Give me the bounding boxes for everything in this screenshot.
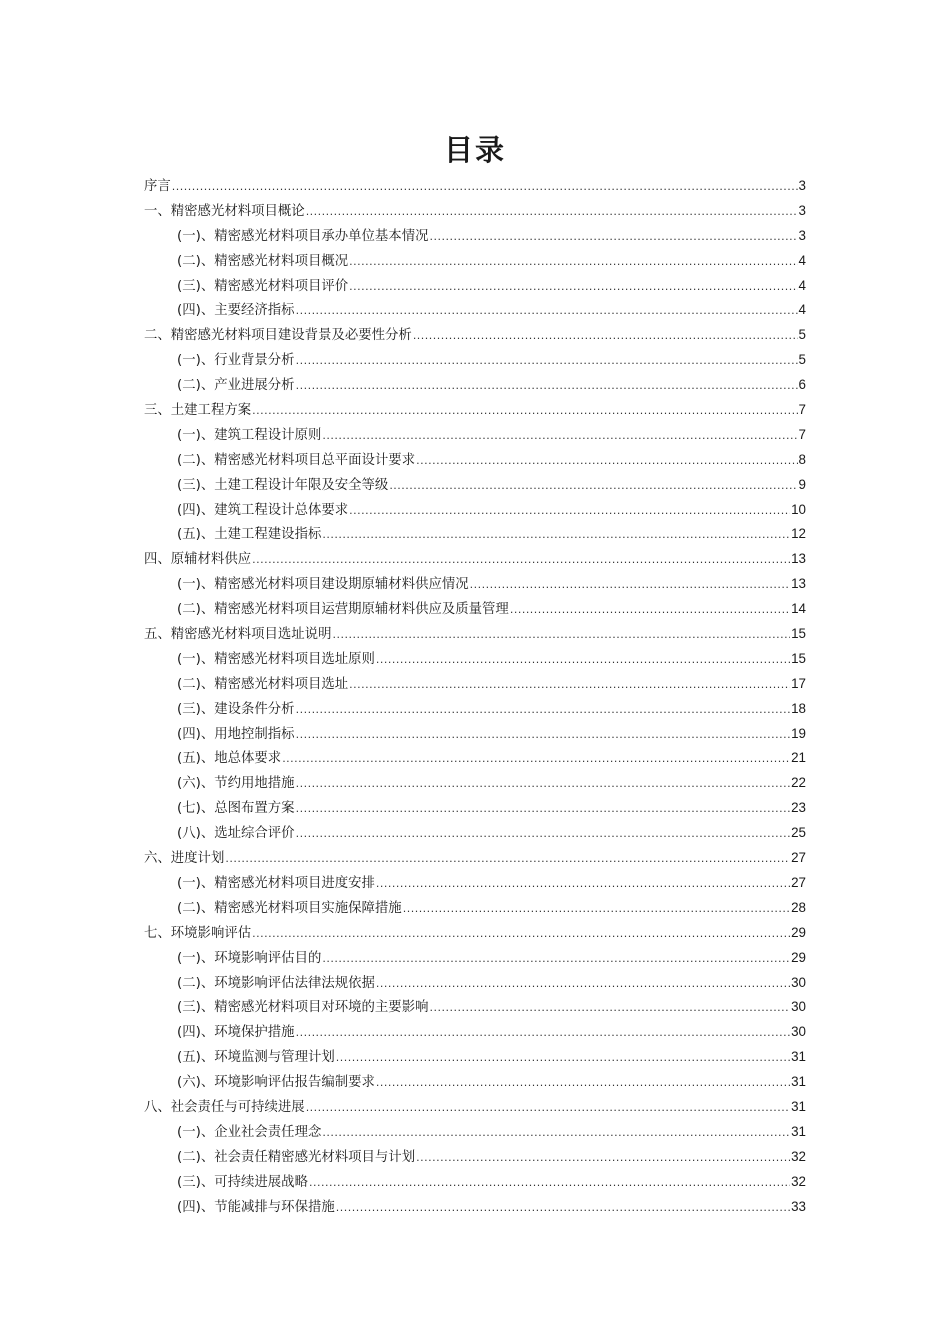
toc-page-number: 22 (791, 775, 806, 791)
toc-dot-leader (296, 349, 798, 374)
toc-dot-leader (296, 772, 791, 797)
toc-entry-label: (四)、主要经济指标 (177, 303, 295, 319)
toc-dot-leader (172, 175, 798, 200)
toc-dot-leader (252, 922, 790, 947)
toc-page-number: 6 (798, 377, 806, 393)
toc-page-number: 31 (791, 1074, 806, 1090)
toc-entry-label: (八)、选址综合评价 (177, 826, 295, 842)
toc-chapter-entry[interactable] (144, 174, 806, 199)
toc-entry-label: (一)、企业社会责任理念 (177, 1124, 322, 1140)
toc-entry-label: (三)、可持续进展战略 (177, 1174, 308, 1190)
toc-entry-label: 六、进度计划 (144, 851, 225, 867)
toc-section-entry[interactable] (144, 1020, 806, 1045)
toc-entry-label: 三、土建工程方案 (144, 403, 252, 419)
toc-section-entry[interactable] (144, 298, 806, 323)
toc-page-number: 21 (791, 750, 806, 766)
toc-section-entry[interactable] (144, 1045, 806, 1070)
toc-page-number: 19 (791, 725, 806, 741)
toc-section-entry[interactable] (144, 1070, 806, 1095)
toc-chapter-entry[interactable] (144, 846, 806, 871)
toc-entry-label: (二)、精密感光材料项目概况 (177, 253, 349, 269)
toc-section-entry[interactable] (144, 995, 806, 1020)
toc-section-entry[interactable] (144, 1195, 806, 1220)
toc-page-number: 32 (791, 1148, 806, 1164)
toc-entry-label: (七)、总图布置方案 (177, 801, 295, 817)
toc-page-number: 18 (791, 700, 806, 716)
toc-dot-leader (296, 822, 791, 847)
toc-page-number: 4 (798, 252, 806, 268)
toc-dot-leader (376, 972, 790, 997)
toc-section-entry[interactable] (144, 647, 806, 672)
toc-entry-label: (五)、地总体要求 (177, 751, 282, 767)
toc-page-number: 27 (791, 874, 806, 890)
toc-entry-label: (四)、节能减排与环保措施 (177, 1199, 335, 1215)
toc-dot-leader (349, 250, 797, 275)
toc-dot-leader (296, 797, 791, 822)
toc-dot-leader (416, 1146, 790, 1171)
toc-entry-label: 八、社会责任与可持续进展 (144, 1099, 305, 1115)
page-title: 目录 (443, 133, 506, 167)
toc-section-entry[interactable] (144, 249, 806, 274)
toc-entry-label: 五、精密感光材料项目选址说明 (144, 627, 332, 643)
toc-entry-label: (五)、环境监测与管理计划 (177, 1050, 335, 1066)
toc-page-number: 31 (791, 1123, 806, 1139)
toc-page-number: 31 (791, 1098, 806, 1114)
toc-dot-leader (252, 548, 790, 573)
toc-dot-leader (389, 474, 797, 499)
toc-page-number: 27 (791, 850, 806, 866)
toc-dot-leader (296, 698, 791, 723)
toc-dot-leader (429, 225, 797, 250)
toc-section-entry[interactable] (144, 373, 806, 398)
toc-chapter-entry[interactable] (144, 921, 806, 946)
toc-page-number: 3 (798, 178, 806, 193)
toc-page-number: 25 (791, 825, 806, 841)
toc-dot-leader (510, 598, 790, 623)
toc-page-number: 15 (791, 650, 806, 666)
toc-page-number: 5 (798, 352, 806, 368)
toc-page-number: 9 (798, 476, 806, 492)
toc-page-number: 7 (798, 426, 806, 442)
toc-entry-label: (六)、环境影响评估报告编制要求 (177, 1075, 375, 1091)
toc-section-entry[interactable] (144, 771, 806, 796)
toc-entry-label: (一)、环境影响评估目的 (177, 950, 322, 966)
toc-entry-label: (六)、节约用地措施 (177, 776, 295, 792)
toc-dot-leader (296, 299, 798, 324)
toc-dot-leader (322, 424, 797, 449)
table-of-contents (144, 174, 806, 1219)
toc-entry-label: (一)、精密感光材料项目建设期原辅材料供应情况 (177, 577, 469, 593)
toc-dot-leader (429, 996, 790, 1021)
toc-entry-label: (四)、建筑工程设计总体要求 (177, 502, 349, 518)
toc-entry-label: (二)、精密感光材料项目实施保障措施 (177, 900, 402, 916)
toc-chapter-entry[interactable] (144, 323, 806, 348)
toc-section-entry[interactable] (144, 522, 806, 547)
toc-chapter-entry[interactable] (144, 622, 806, 647)
toc-dot-leader (336, 1046, 790, 1071)
toc-section-entry[interactable] (144, 224, 806, 249)
toc-dot-leader (349, 673, 790, 698)
toc-section-entry[interactable] (144, 971, 806, 996)
toc-entry-label: (三)、建设条件分析 (177, 701, 295, 717)
toc-dot-leader (322, 947, 790, 972)
toc-entry-label: (一)、建筑工程设计原则 (177, 427, 322, 443)
toc-page-number: 3 (798, 227, 806, 243)
toc-dot-leader (349, 275, 797, 300)
toc-entry-label: (一)、行业背景分析 (177, 353, 295, 369)
toc-dot-leader (376, 1071, 790, 1096)
toc-section-entry[interactable] (144, 1170, 806, 1195)
toc-entry-label: (三)、土建工程设计年限及安全等级 (177, 477, 389, 493)
toc-section-entry[interactable] (144, 896, 806, 921)
toc-page-number: 29 (791, 924, 806, 940)
toc-page-number: 31 (791, 1049, 806, 1065)
toc-dot-leader (416, 449, 797, 474)
toc-dot-leader (336, 1196, 790, 1221)
toc-dot-leader (282, 747, 790, 772)
toc-page-number: 32 (791, 1173, 806, 1189)
toc-page-number: 10 (791, 501, 806, 517)
toc-section-entry[interactable] (144, 597, 806, 622)
toc-section-entry[interactable] (144, 572, 806, 597)
toc-section-entry[interactable] (144, 821, 806, 846)
toc-page-number: 33 (791, 1198, 806, 1214)
toc-section-entry[interactable] (144, 498, 806, 523)
toc-section-entry[interactable] (144, 473, 806, 498)
toc-dot-leader (413, 324, 798, 349)
toc-section-entry[interactable] (144, 448, 806, 473)
toc-section-entry[interactable] (144, 871, 806, 896)
toc-page-number: 30 (791, 999, 806, 1015)
toc-chapter-entry[interactable] (144, 398, 806, 423)
toc-page-number: 12 (791, 526, 806, 542)
toc-entry-label: (四)、环境保护措施 (177, 1025, 295, 1041)
toc-dot-leader (349, 499, 790, 524)
toc-page-number: 3 (798, 202, 806, 218)
toc-chapter-entry[interactable] (144, 1095, 806, 1120)
toc-page-number: 28 (791, 899, 806, 915)
toc-page-number: 8 (798, 451, 806, 467)
toc-page-number: 29 (791, 949, 806, 965)
toc-entry-label: 一、精密感光材料项目概论 (144, 203, 305, 219)
toc-dot-leader (252, 399, 797, 424)
toc-entry-label: (三)、精密感光材料项目对环境的主要影响 (177, 1000, 429, 1016)
toc-dot-leader (306, 200, 798, 225)
toc-page-number: 30 (791, 974, 806, 990)
toc-dot-leader (296, 723, 791, 748)
toc-section-entry[interactable] (144, 697, 806, 722)
toc-section-entry[interactable] (144, 746, 806, 771)
toc-section-entry[interactable] (144, 423, 806, 448)
toc-entry-label: 二、精密感光材料项目建设背景及必要性分析 (144, 328, 412, 344)
toc-dot-leader (403, 897, 790, 922)
toc-section-entry[interactable] (144, 1120, 806, 1145)
toc-dot-leader (332, 623, 790, 648)
toc-dot-leader (376, 872, 790, 897)
toc-section-entry[interactable] (144, 946, 806, 971)
toc-page-number: 15 (791, 626, 806, 642)
toc-chapter-entry[interactable] (144, 199, 806, 224)
toc-dot-leader (322, 1121, 790, 1146)
toc-entry-label: 七、环境影响评估 (144, 925, 252, 941)
toc-page-number: 13 (791, 576, 806, 592)
toc-entry-label: (四)、用地控制指标 (177, 726, 295, 742)
toc-entry-label: (二)、社会责任精密感光材料项目与计划 (177, 1149, 416, 1165)
toc-page-number: 7 (798, 402, 806, 418)
toc-page-number: 4 (798, 302, 806, 318)
toc-section-entry[interactable] (144, 1145, 806, 1170)
toc-entry-label: 四、原辅材料供应 (144, 552, 252, 568)
toc-section-entry[interactable] (144, 722, 806, 747)
toc-entry-label: (三)、精密感光材料项目评价 (177, 278, 349, 294)
toc-page-number: 17 (791, 675, 806, 691)
toc-entry-label: (五)、土建工程建设指标 (177, 527, 322, 543)
toc-entry-label: (二)、精密感光材料项目总平面设计要求 (177, 452, 416, 468)
toc-chapter-entry[interactable] (144, 547, 806, 572)
toc-page-number: 23 (791, 800, 806, 816)
toc-dot-leader (306, 1096, 790, 1121)
toc-page-number: 30 (791, 1024, 806, 1040)
toc-page-number: 14 (791, 601, 806, 617)
toc-dot-leader (322, 523, 790, 548)
toc-entry-label: (二)、精密感光材料项目选址 (177, 676, 349, 692)
toc-entry-label: (二)、产业进展分析 (177, 378, 295, 394)
toc-page-number: 5 (798, 327, 806, 343)
toc-entry-label: (二)、环境影响评估法律法规依据 (177, 975, 375, 991)
toc-dot-leader (376, 648, 790, 673)
toc-page-number: 13 (791, 551, 806, 567)
toc-dot-leader (296, 1021, 791, 1046)
toc-entry-label: 序言 (144, 179, 171, 194)
toc-entry-label: (二)、精密感光材料项目运营期原辅材料供应及质量管理 (177, 602, 509, 618)
toc-entry-label: (一)、精密感光材料项目进度安排 (177, 875, 375, 891)
toc-page-number: 4 (798, 277, 806, 293)
toc-section-entry[interactable] (144, 672, 806, 697)
toc-entry-label: (一)、精密感光材料项目承办单位基本情况 (177, 228, 429, 244)
toc-dot-leader (296, 374, 798, 399)
toc-section-entry[interactable] (144, 796, 806, 821)
toc-dot-leader (225, 847, 790, 872)
toc-section-entry[interactable] (144, 274, 806, 299)
toc-dot-leader (470, 573, 790, 598)
toc-entry-label: (一)、精密感光材料项目选址原则 (177, 651, 375, 667)
toc-section-entry[interactable] (144, 348, 806, 373)
toc-dot-leader (309, 1171, 790, 1196)
